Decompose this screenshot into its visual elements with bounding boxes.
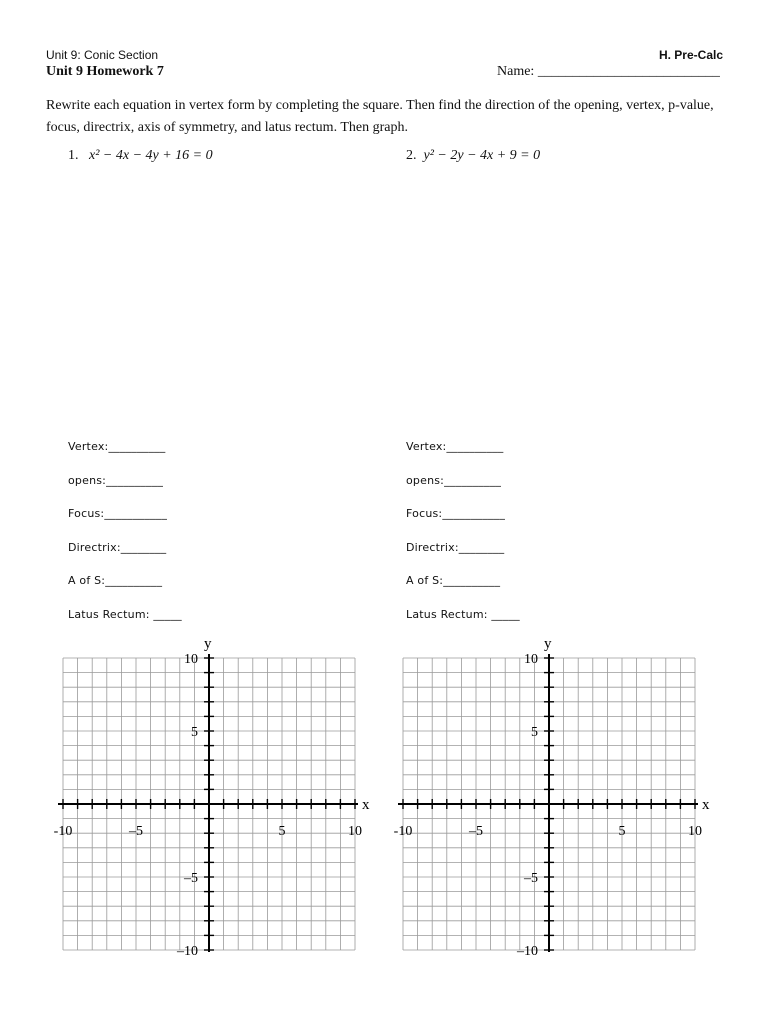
problem-2 (406, 148, 540, 164)
p2-latus-rectum-field[interactable]: Latus Rectum: _____ (406, 608, 520, 621)
y-axis-label: y (544, 636, 552, 652)
p1-latus-rectum-field[interactable]: Latus Rectum: _____ (68, 608, 182, 621)
unit-label: Unit 9: Conic Section (46, 48, 159, 62)
homework-title: Unit 9 Homework 7 (46, 64, 164, 79)
course-label: H. Pre-Calc (658, 48, 723, 62)
y-tick-label: 10 (524, 652, 538, 667)
x-tick-label: –5 (129, 824, 143, 839)
x-tick-label: 5 (278, 824, 286, 839)
y-tick-label: –10 (177, 944, 198, 959)
x-tick-label: -10 (393, 824, 413, 839)
problem-1 (68, 148, 213, 164)
p2-axis-of-symmetry-field[interactable]: A of S:__________ (406, 574, 501, 587)
y-tick-label: 5 (531, 725, 538, 740)
y-axis-label: y (204, 636, 212, 652)
p2-directrix-field[interactable]: Directrix:________ (406, 541, 505, 554)
problem-1-equation: x² − 4x − 4y + 16 = 0 (89, 148, 213, 163)
p1-directrix-field[interactable]: Directrix:________ (68, 541, 167, 554)
y-tick-label: –10 (517, 944, 538, 959)
problem-2-number: 2. (406, 148, 417, 163)
y-tick-label: –5 (184, 871, 198, 886)
p2-opens-field[interactable]: opens:__________ (406, 474, 502, 487)
x-axis-label: x (702, 797, 710, 813)
problem-2-equation: y² − 2y − 4x + 9 = 0 (423, 148, 541, 163)
x-tick-label: 5 (618, 824, 626, 839)
x-tick-label: 10 (348, 824, 362, 839)
p1-opens-field[interactable]: opens:__________ (68, 474, 164, 487)
y-tick-label: –5 (524, 871, 538, 886)
p1-axis-of-symmetry-field[interactable]: A of S:__________ (68, 574, 163, 587)
x-tick-label: 10 (688, 824, 702, 839)
coordinate-grid-2[interactable] (393, 636, 710, 959)
p1-vertex-field[interactable]: Vertex:__________ (68, 440, 166, 453)
x-axis-label: x (362, 797, 370, 813)
x-tick-label: –5 (469, 824, 483, 839)
instructions: Rewrite each equation in vertex form by completing the square. Then find the direction of the opening, vertex, p-value, focus, directrix, axis of symmetry, and latus rectum. Then graph. (46, 98, 714, 135)
y-tick-label: 5 (191, 725, 198, 740)
p2-vertex-field[interactable]: Vertex:__________ (406, 440, 504, 453)
name-field[interactable]: Name: __________________________ (497, 64, 720, 79)
p2-focus-field[interactable]: Focus:___________ (406, 507, 506, 520)
p1-focus-field[interactable]: Focus:___________ (68, 507, 168, 520)
x-tick-label: -10 (53, 824, 73, 839)
y-tick-label: 10 (184, 652, 198, 667)
problem-1-number: 1. (68, 148, 79, 163)
coordinate-grid-1[interactable] (53, 636, 370, 959)
